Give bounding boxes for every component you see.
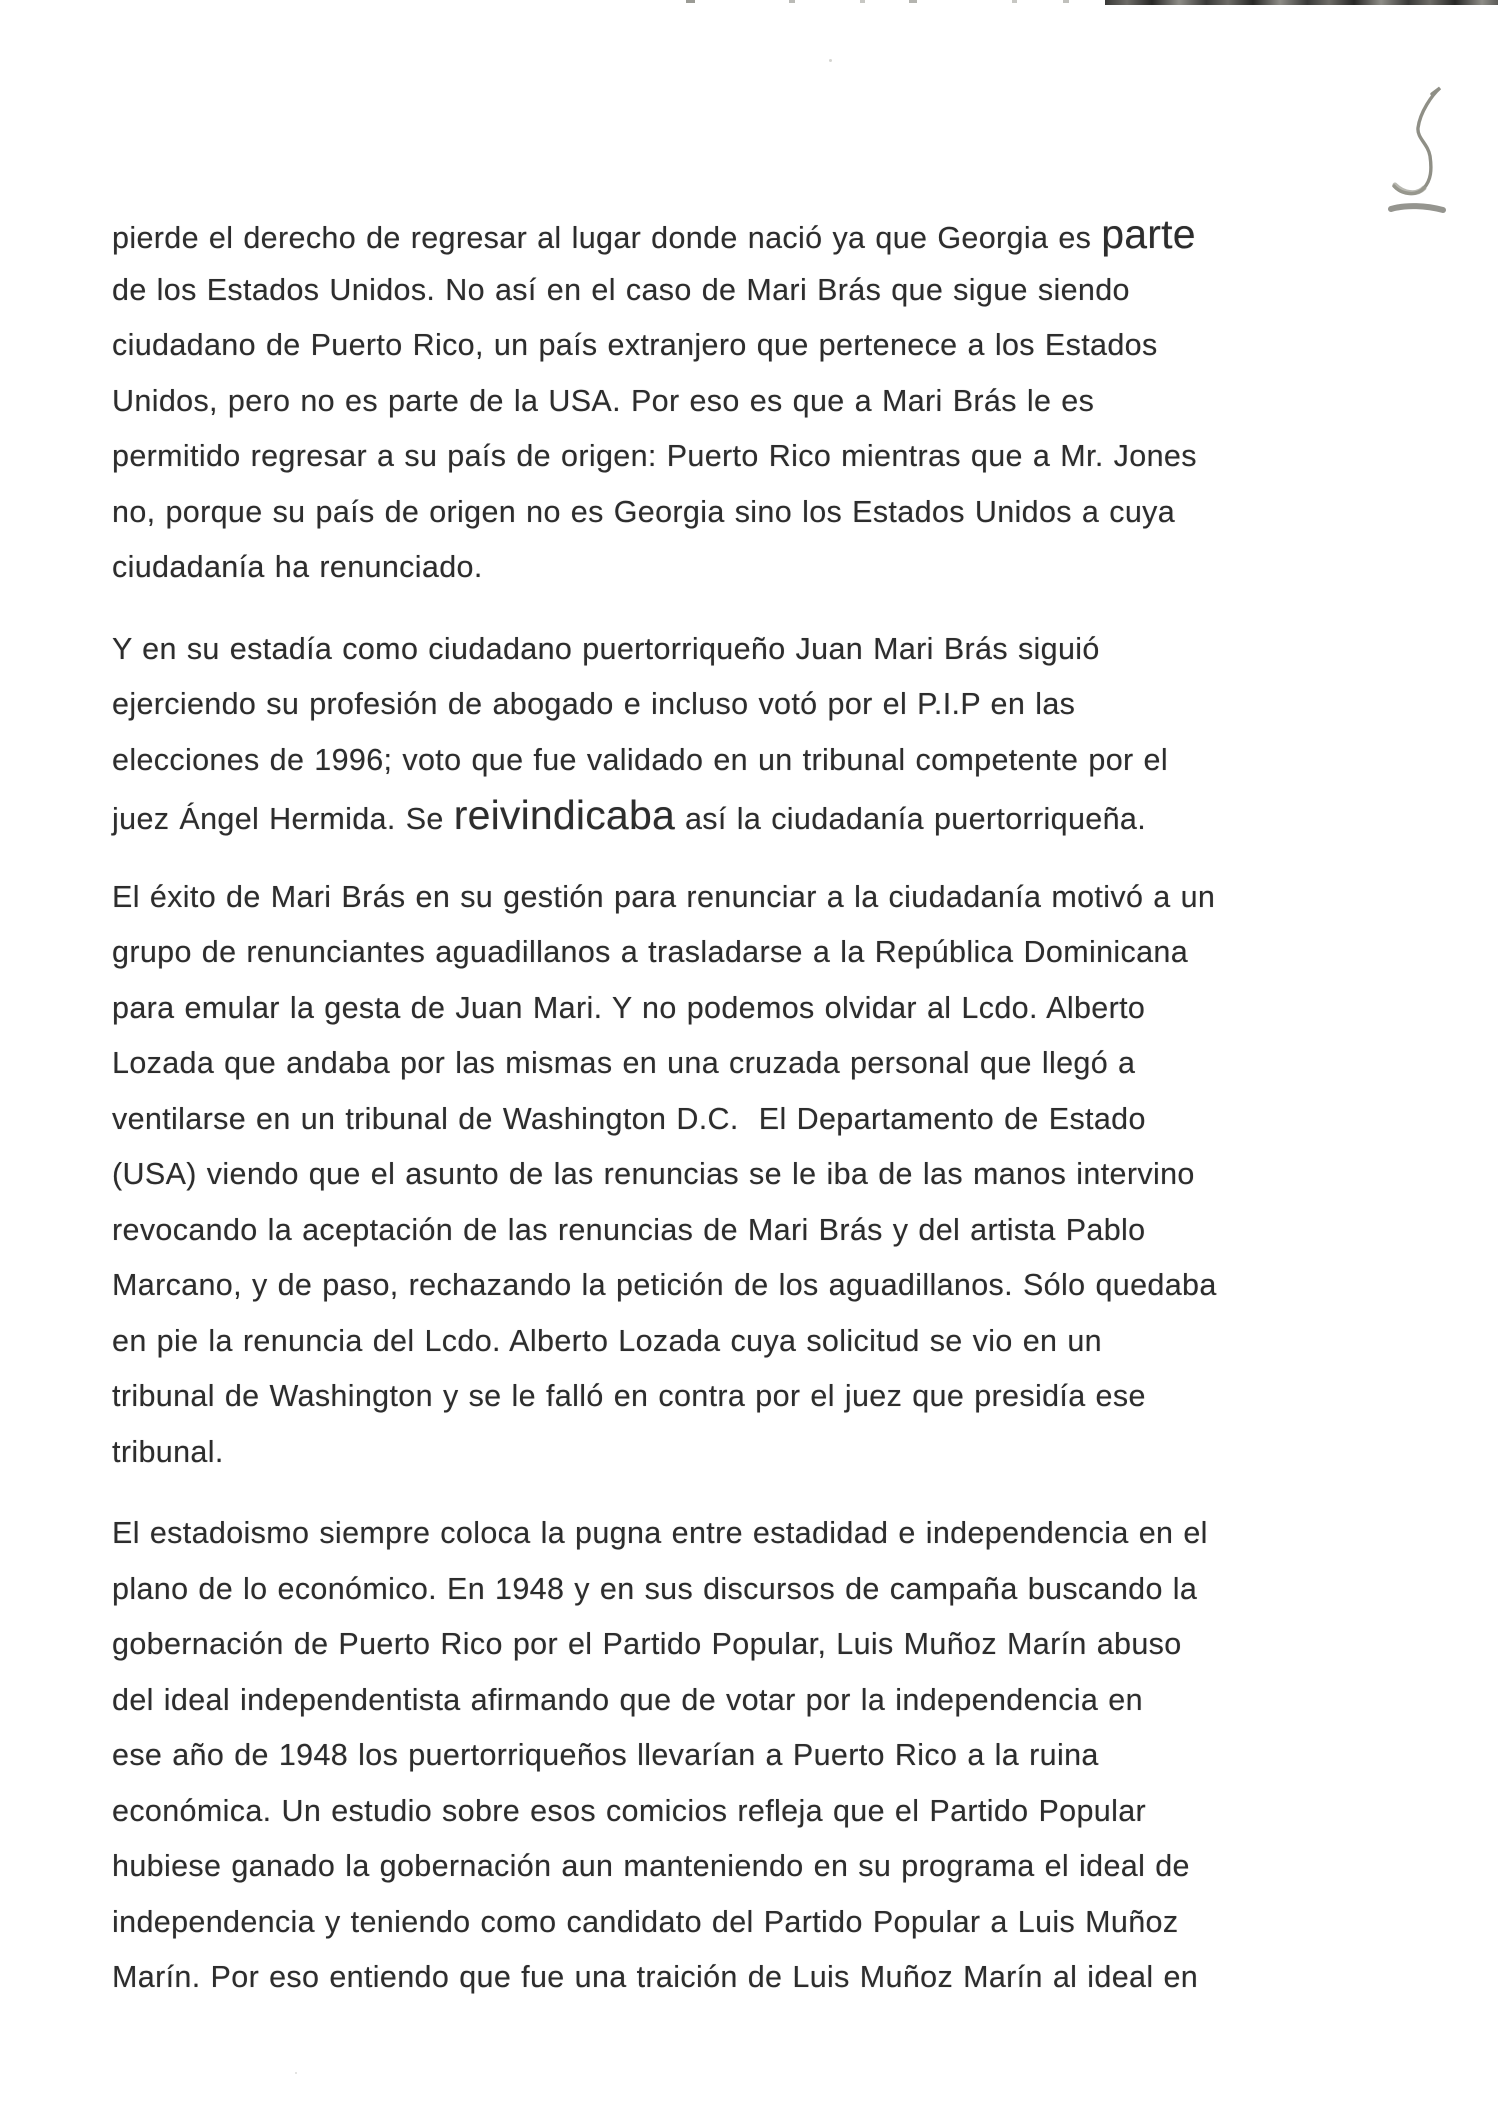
paragraph [112,207,1372,596]
paragraph [112,622,1372,844]
scanner-artifact-tick [686,0,695,3]
text-line [112,925,1372,981]
text-run: para emular la gesta de Juan Mari. Y no podemos olvidar al Lcdo. Alberto [112,990,1146,1025]
text-line [112,1369,1372,1425]
scanner-artifact-tick [1012,0,1017,3]
text-line [112,429,1372,485]
text-run: hubiese ganado la gobernación aun manteniendo en su programa el ideal de [112,1849,1190,1883]
text-run: tribunal. [112,1434,224,1469]
text-line [112,485,1372,541]
text-run: El estadoismo siempre coloca la pugna entre estadidad e independencia en el [112,1516,1208,1550]
text-run: ejerciendo su profesión de abogado e incluso votó por el P.I.P en las [112,687,1076,721]
text-run: tribunal de Washington y se le falló en contra por el juez que presidía ese [112,1379,1146,1413]
text-run: grupo de renunciantes aguadillanos a trasladarse a la República Dominicana [112,935,1189,969]
text-line [112,318,1372,374]
text-line [112,870,1372,926]
text-line [112,733,1372,789]
text-line [112,1617,1372,1673]
text-line [112,1728,1372,1784]
text-line [112,540,1372,596]
text-line [112,1562,1372,1618]
text-run: ciudadanía ha renunciado. [112,550,483,584]
text-run: elecciones de 1996; voto que fue validado en un tribunal competente por el [112,742,1168,777]
emphasized-word: reivindicaba [453,792,675,838]
text-run: Y en su estadía como ciudadano puertorriqueño Juan Mari Brás siguió [112,631,1100,666]
text-run: Lozada que andaba por las mismas en una cruzada personal que llegó a [112,1046,1136,1080]
text-line [112,207,1372,263]
text-run: Marín. Por eso entiendo que fue una traición de Luis Muñoz Marín al ideal en [112,1960,1199,1994]
text-line [112,622,1372,678]
text-line [112,1673,1372,1729]
text-run: revocando la aceptación de las renuncias de Mari Brás y del artista Pablo [112,1212,1146,1247]
numeral-underline-stroke [1391,206,1443,210]
paragraph [112,870,1372,1481]
text-run: El éxito de Mari Brás en su gestión para renunciar a la ciudadanía motivó a un [112,879,1216,914]
text-line [112,1895,1372,1951]
text-line [112,1258,1372,1314]
text-line [112,263,1372,319]
text-run: juez Ángel Hermida. Se [112,802,454,836]
text-line [112,1425,1372,1481]
text-line [112,1839,1372,1895]
text-run: ventilarse en un tribunal de Washington D.C. El Departamento de Estado [112,1101,1146,1136]
scan-speck [829,59,832,62]
text-run: gobernación de Puerto Rico por el Partido Popular, Luis Muñoz Marín abuso [112,1627,1182,1661]
paragraph [112,1506,1372,2006]
text-run: en pie la renuncia del Lcdo. Alberto Lozada cuya solicitud se vio en un [112,1323,1102,1358]
text-run: ciudadano de Puerto Rico, un país extranjero que pertenece a los Estados [112,328,1158,362]
scanner-artifact-tick [860,0,865,3]
text-run: no, porque su país de origen no es Georgia sino los Estados Unidos a cuya [112,494,1176,529]
handwritten-page-number [1378,78,1468,228]
text-line [112,788,1372,844]
text-run: del ideal independentista afirmando que de votar por la independencia en [112,1682,1143,1717]
text-run: de los Estados Unidos. No así en el caso de Mari Brás que sigue siendo [112,272,1130,307]
scanner-artifact-strip [1105,0,1498,5]
text-line [112,1784,1372,1840]
text-line [112,981,1372,1037]
text-run: (USA) viendo que el asunto de las renuncias se le iba de las manos intervino [112,1157,1195,1191]
text-line [112,1506,1372,1562]
scanner-artifact-tick [909,0,917,3]
text-line [112,1092,1372,1148]
text-run: Unidos, pero no es parte de la USA. Por eso es que a Mari Brás le es [112,383,1095,418]
scanner-artifact-tick [789,0,795,3]
text-line [112,1314,1372,1370]
text-line [112,1147,1372,1203]
text-run: así la ciudadanía puertorriqueña. [674,802,1147,836]
text-run: Marcano, y de paso, rechazando la petición de los aguadillanos. Sólo quedaba [112,1268,1217,1302]
text-run: pierde el derecho de regresar al lugar donde nació ya que Georgia es [112,221,1102,255]
text-run: plano de lo económico. En 1948 y en sus discursos de campaña buscando la [112,1571,1198,1606]
text-run: independencia y teniendo como candidato del Partido Popular a Luis Muñoz [112,1904,1179,1939]
text-line [112,374,1372,430]
text-run: económica. Un estudio sobre esos comicios refleja que el Partido Popular [112,1793,1147,1828]
document-text [112,207,1372,2032]
text-run: ese año de 1948 los puertorriqueños llevarían a Puerto Rico a la ruina [112,1738,1099,1772]
emphasized-word: parte [1101,211,1196,257]
text-line [112,1036,1372,1092]
numeral-3-bottom-flourish [1395,185,1424,193]
text-run: permitido regresar a su país de origen: Puerto Rico mientras que a Mr. Jones [112,439,1197,473]
scanner-artifact-tick [1063,0,1069,3]
numeral-3-stroke [1394,88,1440,194]
scan-speck [295,2072,297,2074]
text-line [112,677,1372,733]
text-line [112,1950,1372,2006]
text-line [112,1203,1372,1259]
